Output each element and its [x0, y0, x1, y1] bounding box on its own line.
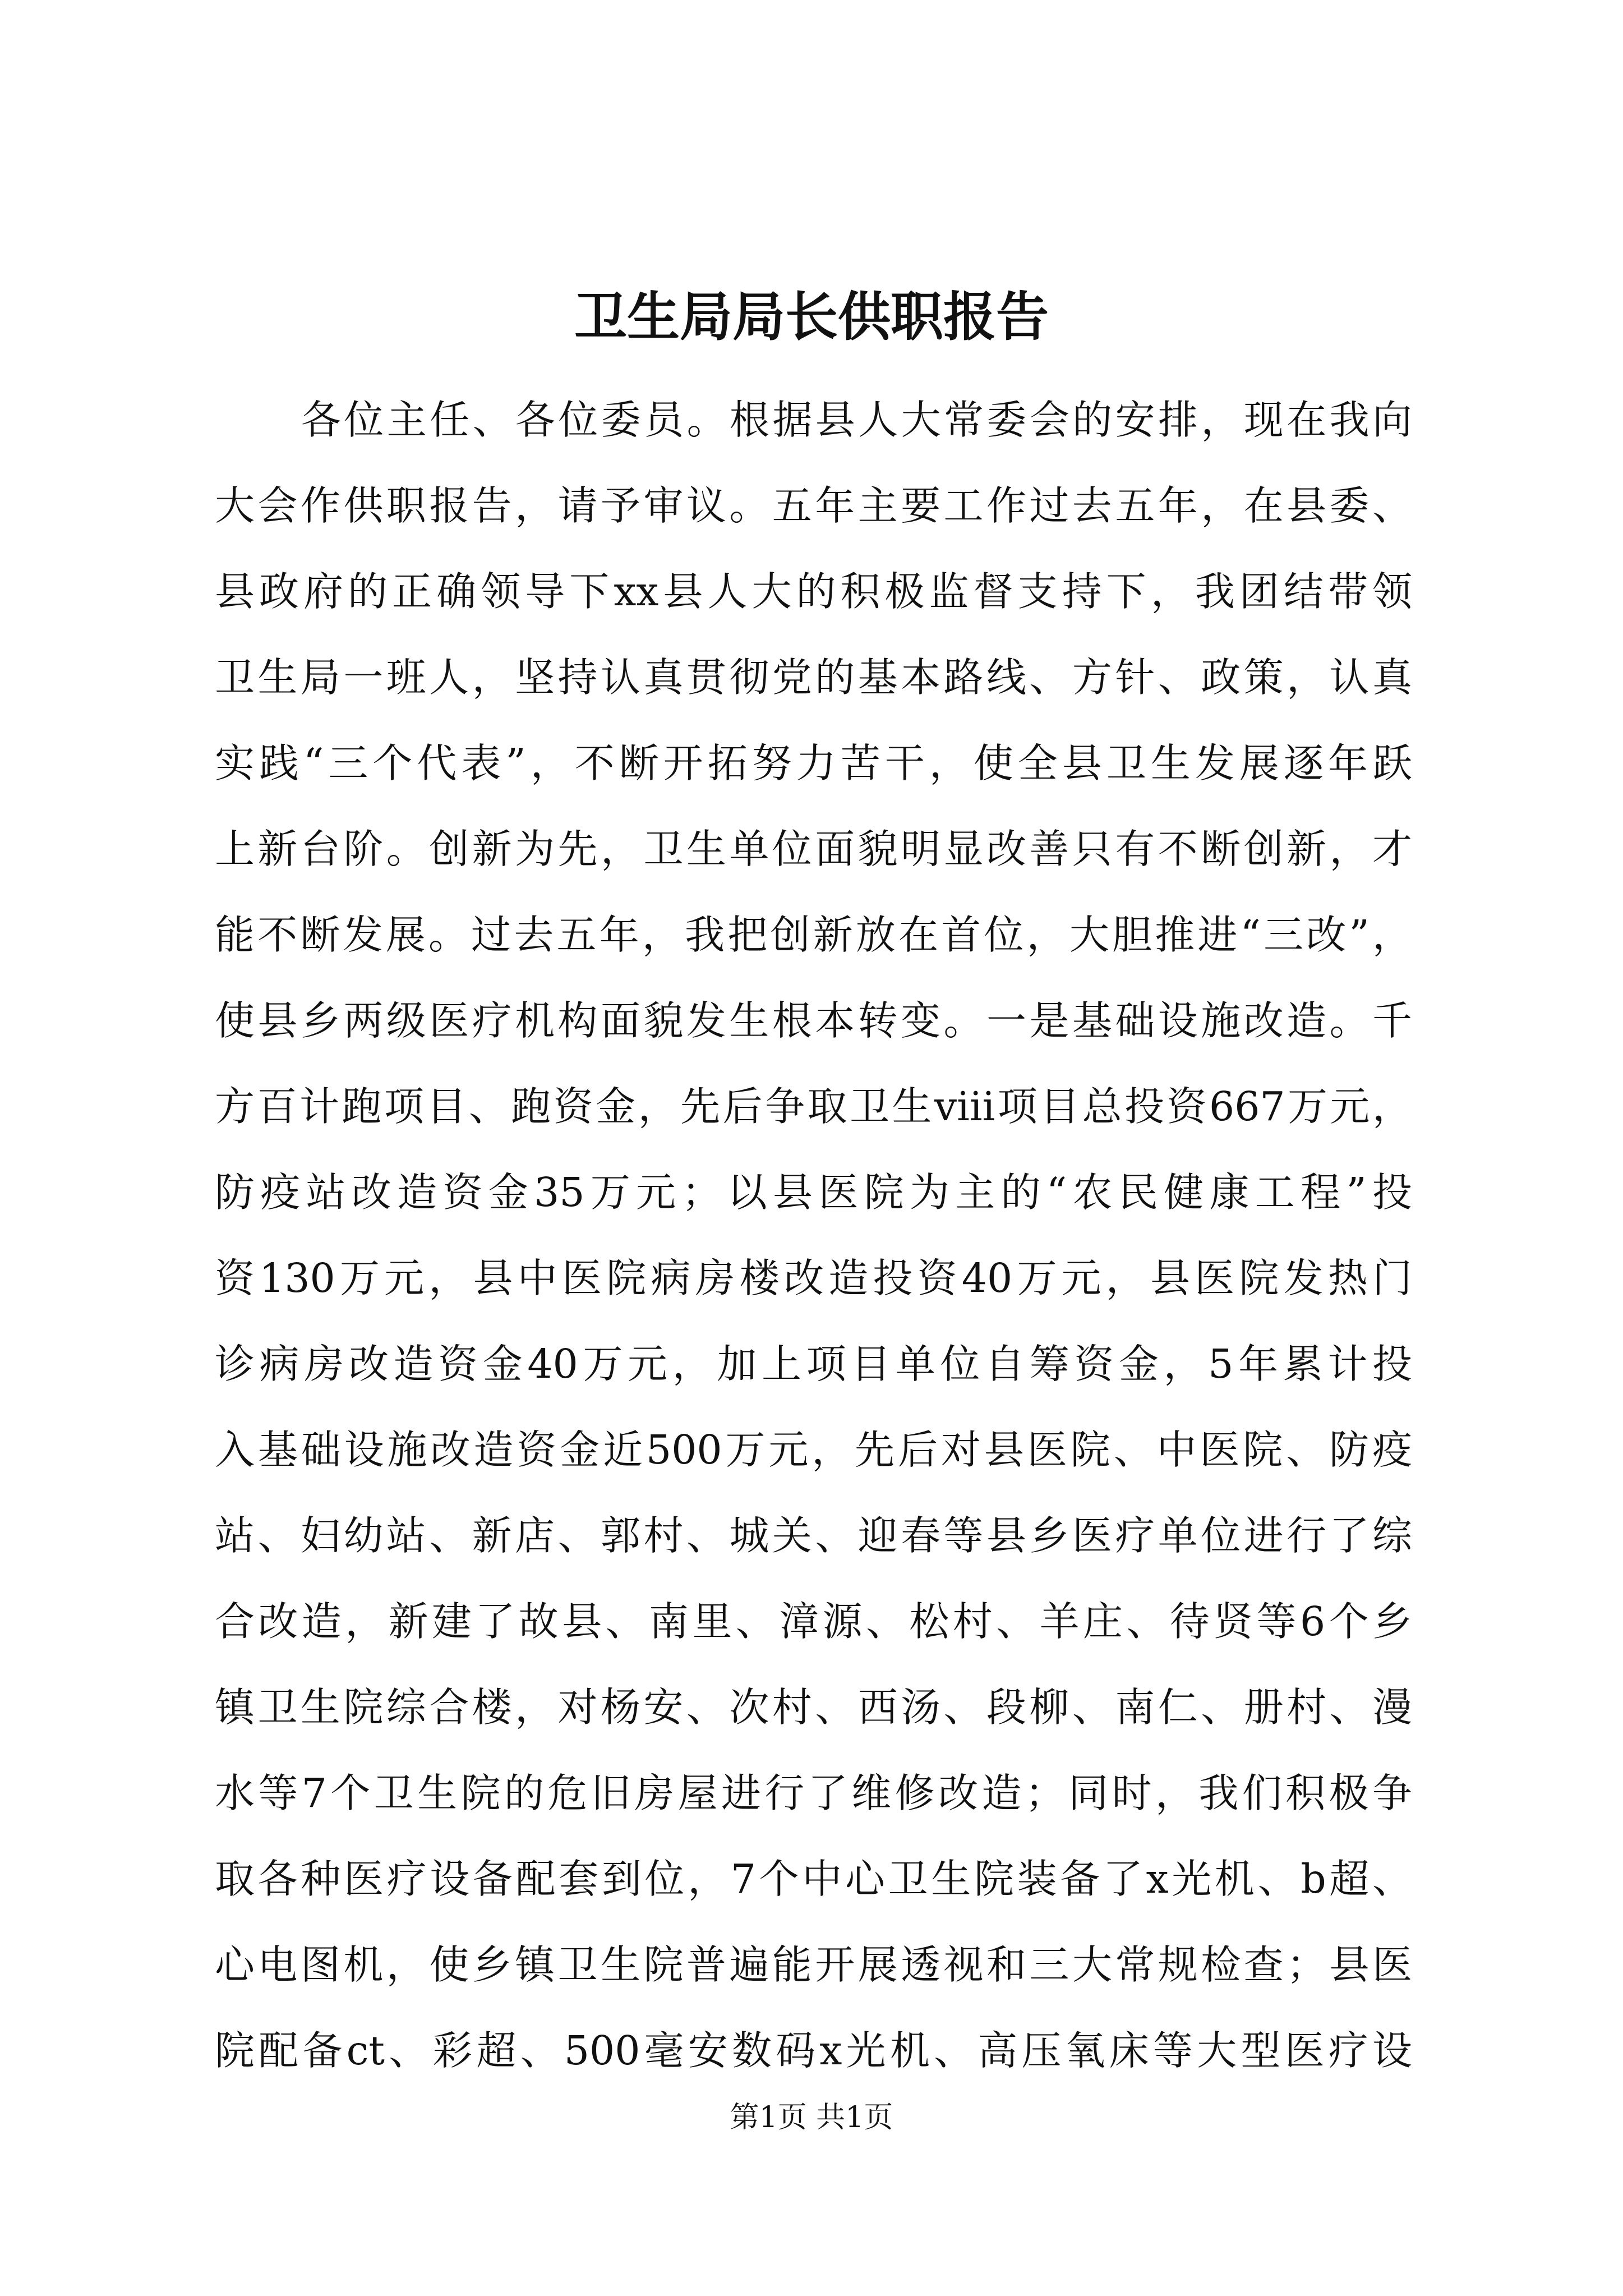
text-line: 水等7个卫生院的危旧房屋进行了维修改造；同时，我们积极争 [215, 1770, 1412, 1816]
text-line: 合改造，新建了故县、南里、漳源、松村、羊庄、待贤等6个乡 [215, 1598, 1412, 1645]
text-line: 防疫站改造资金35万元；以县医院为主的“农民健康工程”投 [215, 1169, 1412, 1216]
text-line: 方百计跑项目、跑资金，先后争取卫生ⅷ项目总投资667万元， [215, 1083, 1412, 1130]
text-line: 取各种医疗设备配套到位，7个中心卫生院装备了x光机、b超、 [215, 1856, 1412, 1902]
text-line: 各位主任、各位委员。根据县人大常委会的安排，现在我向 [301, 397, 1412, 443]
text-line: 诊病房改造资金40万元，加上项目单位自筹资金，5年累计投 [215, 1341, 1412, 1387]
text-line: 卫生局一班人，坚持认真贯彻党的基本路线、方针、政策，认真 [215, 654, 1412, 701]
text-line: 县政府的正确领导下xx县人大的积极监督支持下，我团结带领 [215, 568, 1412, 615]
text-line: 大会作供职报告，请予审议。五年主要工作过去五年，在县委、 [215, 482, 1412, 529]
text-line: 心电图机，使乡镇卫生院普遍能开展透视和三大常规检查；县医 [215, 1941, 1412, 1988]
text-line: 实践“三个代表”，不断开拓努力苦干，使全县卫生发展逐年跃 [215, 740, 1412, 786]
text-line: 镇卫生院综合楼，对杨安、次村、西汤、段柳、南仁、册村、漫 [215, 1684, 1412, 1731]
text-line: 使县乡两级医疗机构面貌发生根本转变。一是基础设施改造。千 [215, 997, 1412, 1044]
text-line: 入基础设施改造资金近500万元，先后对县医院、中医院、防疫 [215, 1427, 1412, 1473]
text-line: 资130万元，县中医院病房楼改造投资40万元，县医院发热门 [215, 1255, 1412, 1301]
body-paragraph [215, 377, 1412, 2093]
text-line: 院配备ct、彩超、500毫安数码x光机、高压氧床等大型医疗设 [215, 2027, 1412, 2074]
page-footer: 第1页 共1页 [730, 2101, 893, 2134]
text-line: 能不断发展。过去五年，我把创新放在首位，大胆推进“三改”， [215, 912, 1412, 958]
text-line: 上新台阶。创新为先，卫生单位面貌明显改善只有不断创新，才 [215, 826, 1412, 872]
document-title: 卫生局局长供职报告 [574, 286, 1049, 348]
text-line: 站、妇幼站、新店、郭村、城关、迎春等县乡医疗单位进行了综 [215, 1512, 1412, 1559]
